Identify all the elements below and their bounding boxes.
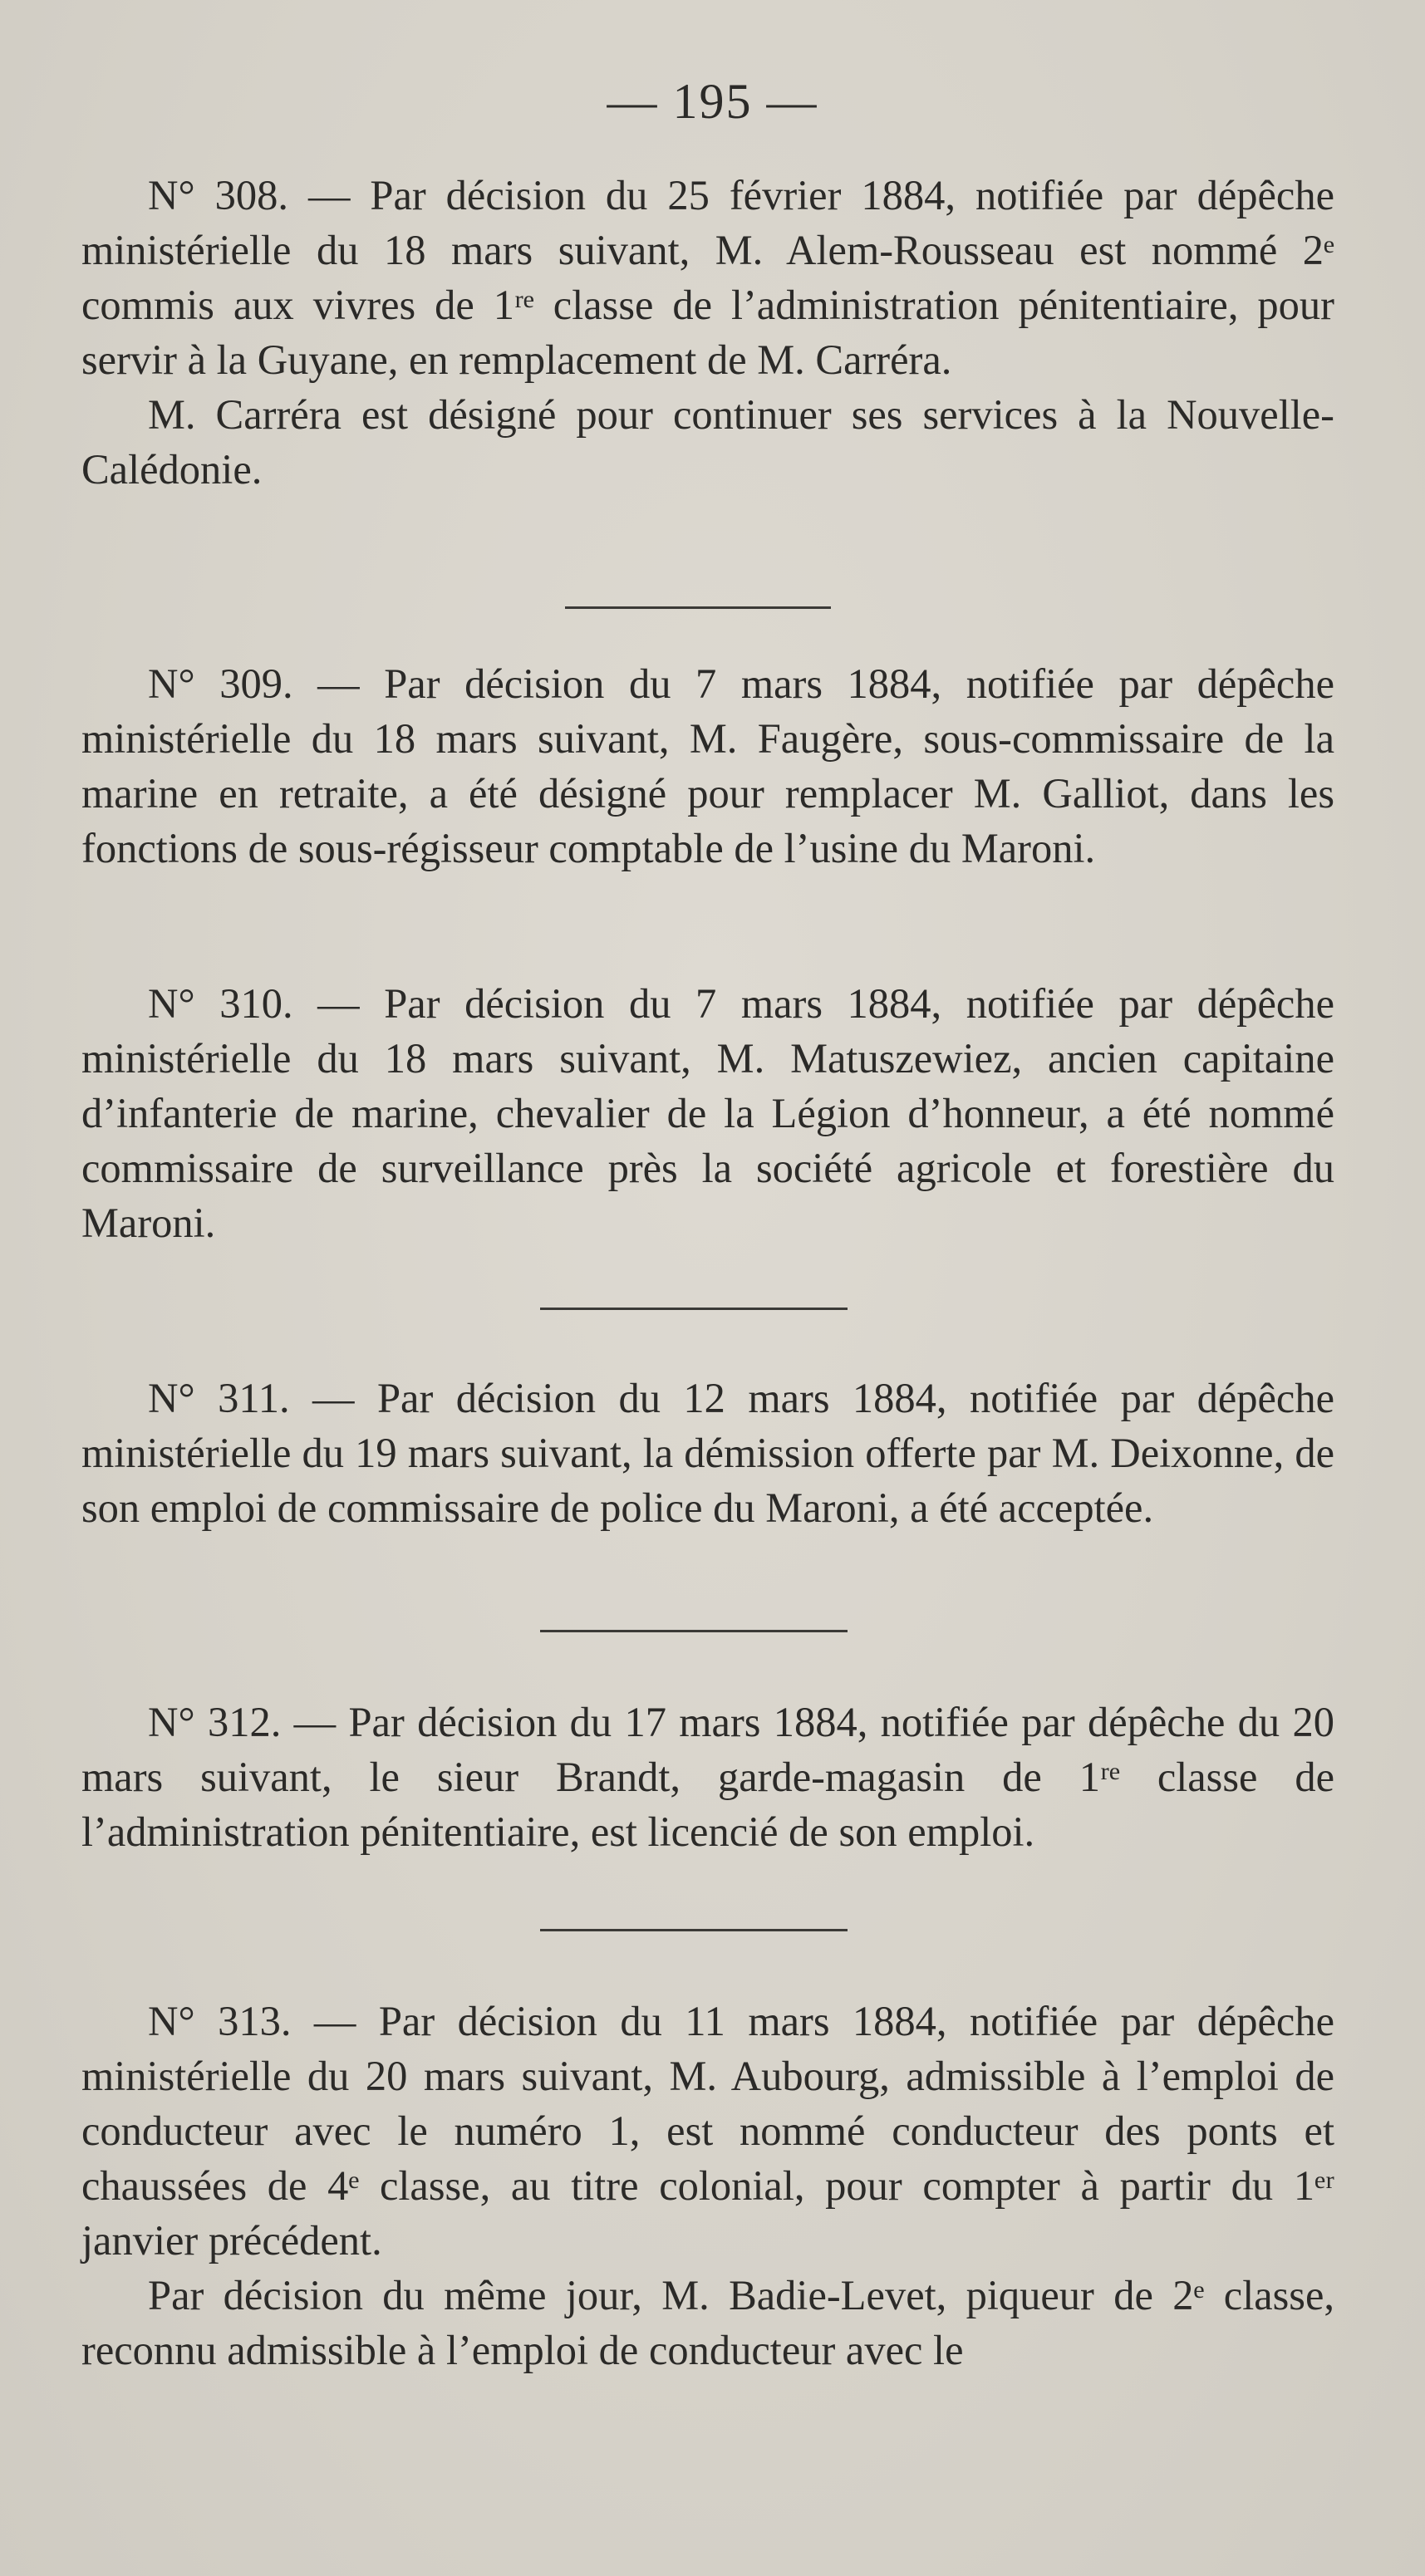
- decision-313-paragraph-1: N° 313. — Par décision du 11 mars 1884, notifiée par dépêche ministérielle du 20 mars suivant, M. Aubourg, admissible à l’emploi de conducteur avec le numéro 1, est nommé conducteur des ponts et chaussées de 4ᵉ classe, au titre colonial, pour compter à partir du 1ᵉʳ janvier précédent.: [81, 1998, 1334, 2264]
- separator-rule: [565, 606, 831, 609]
- decision-310-paragraph-1: N° 310. — Par décision du 7 mars 1884, notifiée par dépêche ministérielle du 18 mars suivant, M. Matuszewiez, ancien capitaine d’infanterie de marine, chevalier de la Légion d’honneur, a été nommé commissaire de surveillance près la société agricole et forestière du Maroni.: [81, 980, 1334, 1246]
- decision-308-paragraph-1: N° 308. — Par décision du 25 février 1884, notifiée par dépêche ministérielle du 18 mars suivant, M. Alem-Rousseau est nommé 2ᵉ commis aux vivres de 1ʳᵉ classe de l’administration pénitentiaire, pour servir à la Guyane, en remplacement de M. Carréra.: [81, 172, 1334, 383]
- decision-308: [81, 168, 1334, 497]
- decision-311: [81, 1371, 1334, 1535]
- decision-312: [81, 1695, 1334, 1859]
- decision-308-paragraph-2: M. Carréra est désigné pour continuer ses services à la Nouvelle-Calédonie.: [81, 391, 1334, 493]
- decision-309: [81, 656, 1334, 876]
- decision-313-paragraph-2: Par décision du même jour, M. Badie-Levet, piqueur de 2ᵉ classe, reconnu admissible à l’emploi de conducteur avec le: [81, 2272, 1334, 2373]
- decision-309-paragraph-1: N° 309. — Par décision du 7 mars 1884, notifiée par dépêche ministérielle du 18 mars suivant, M. Faugère, sous-commissaire de la marine en retraite, a été désigné pour remplacer M. Galliot, dans les fonctions de sous-régisseur comptable de l’usine du Maroni.: [81, 660, 1334, 871]
- separator-rule: [540, 1929, 848, 1931]
- decision-312-paragraph-1: N° 312. — Par décision du 17 mars 1884, notifiée par dépêche du 20 mars suivant, le sieur Brandt, garde-magasin de 1ʳᵉ classe de l’administration pénitentiaire, est licencié de son emploi.: [81, 1699, 1334, 1855]
- separator-rule: [540, 1308, 848, 1310]
- decision-313: [81, 1994, 1334, 2377]
- decision-311-paragraph-1: N° 311. — Par décision du 12 mars 1884, notifiée par dépêche ministérielle du 19 mars suivant, la démission offerte par M. Deixonne, de son emploi de commissaire de police du Maroni, a été acceptée.: [81, 1375, 1334, 1531]
- separator-rule: [540, 1630, 848, 1632]
- page-number: — 195 —: [607, 74, 818, 129]
- decision-310: [81, 976, 1334, 1250]
